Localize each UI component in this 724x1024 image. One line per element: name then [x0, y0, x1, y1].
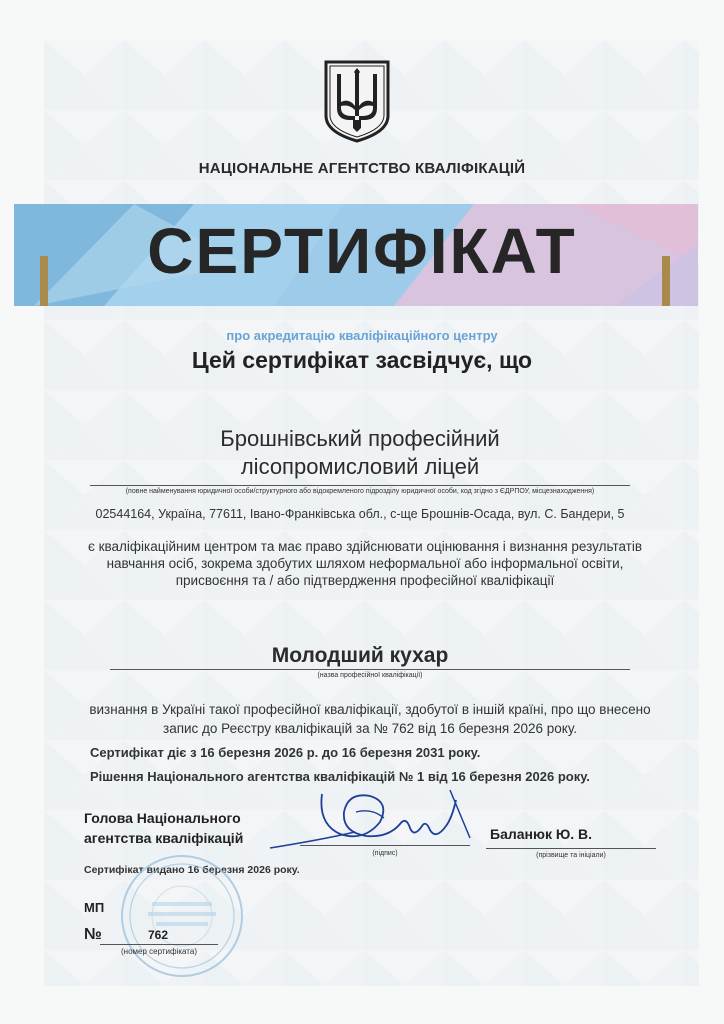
seal-label: МП — [84, 900, 105, 915]
organization-name-line1: Брошнівський професійний — [220, 426, 500, 451]
trident-emblem — [322, 58, 392, 144]
signature-mark — [260, 782, 490, 862]
certificate-number-note: (номер сертифіката) — [120, 947, 197, 956]
head-title-line2: агентства кваліфікацій — [84, 830, 244, 846]
organization-name-line2: лісопромисловий ліцей — [240, 454, 480, 479]
qualification-rule — [110, 669, 630, 670]
organization-note: (повне найменування юридичної особи/структурного або відокремленого підрозділу юридичної особи, код згідно з ЄДРПОУ, місцезнаходження) — [125, 488, 595, 495]
rights-paragraph: є кваліфікаційним центром та має право здійснювати оцінювання і визнання результатів навчання осіб, зокрема здобутих шляхом неформальної або інформальної освіти, присвоєння та / або підтвердження професійної кваліфікації — [87, 539, 643, 588]
decision-text: Рішення Національного агентства кваліфікацій № 1 від 16 березня 2026 року. — [90, 769, 590, 784]
signer-rule — [486, 848, 656, 849]
issued-date-text: Сертифікат видано 16 березня 2026 року. — [84, 864, 300, 876]
certificate-number-label: № — [84, 926, 102, 943]
certificate-number-rule — [100, 944, 218, 945]
validity-text: Сертифікат діє з 16 березня 2026 р. до 16 березня 2031 року. — [90, 745, 481, 760]
signer-name: Баланюк Ю. В. — [490, 826, 593, 842]
certifies-heading: Цей сертифікат засвідчує, що — [191, 347, 533, 373]
organization-rule — [90, 485, 630, 486]
certificate-number: 762 — [148, 928, 169, 942]
organization-name — [80, 425, 640, 481]
signer-note: (прізвище та ініціали) — [536, 852, 606, 859]
qualification-name: Молодший кухар — [271, 644, 449, 667]
agency-name: НАЦІОНАЛЬНЕ АГЕНТСТВО КВАЛІФІКАЦІЙ — [198, 160, 526, 177]
recognition-paragraph: визнання в Україні такої професійної кваліфікації, здобутої в іншій країні, про що внесено запис до Реєстру кваліфікацій за № 762 від 16 березня 2026 року. — [89, 702, 651, 736]
qualification-note: (назва професійної кваліфікації) — [317, 672, 423, 679]
head-title-line1: Голова Національного — [84, 810, 241, 826]
certificate-subtitle: про акредитацію кваліфікаційного центру — [226, 328, 498, 343]
official-stamp-seal — [118, 852, 246, 980]
signature-note: (підпис) — [372, 850, 398, 857]
organization-address: 02544164, Україна, 77611, Івано-Франківська обл., с-ще Брошнів-Осада, вул. С. Бандери, 5 — [95, 507, 625, 521]
certificate-title: СЕРТИФІКАТ — [147, 215, 577, 287]
